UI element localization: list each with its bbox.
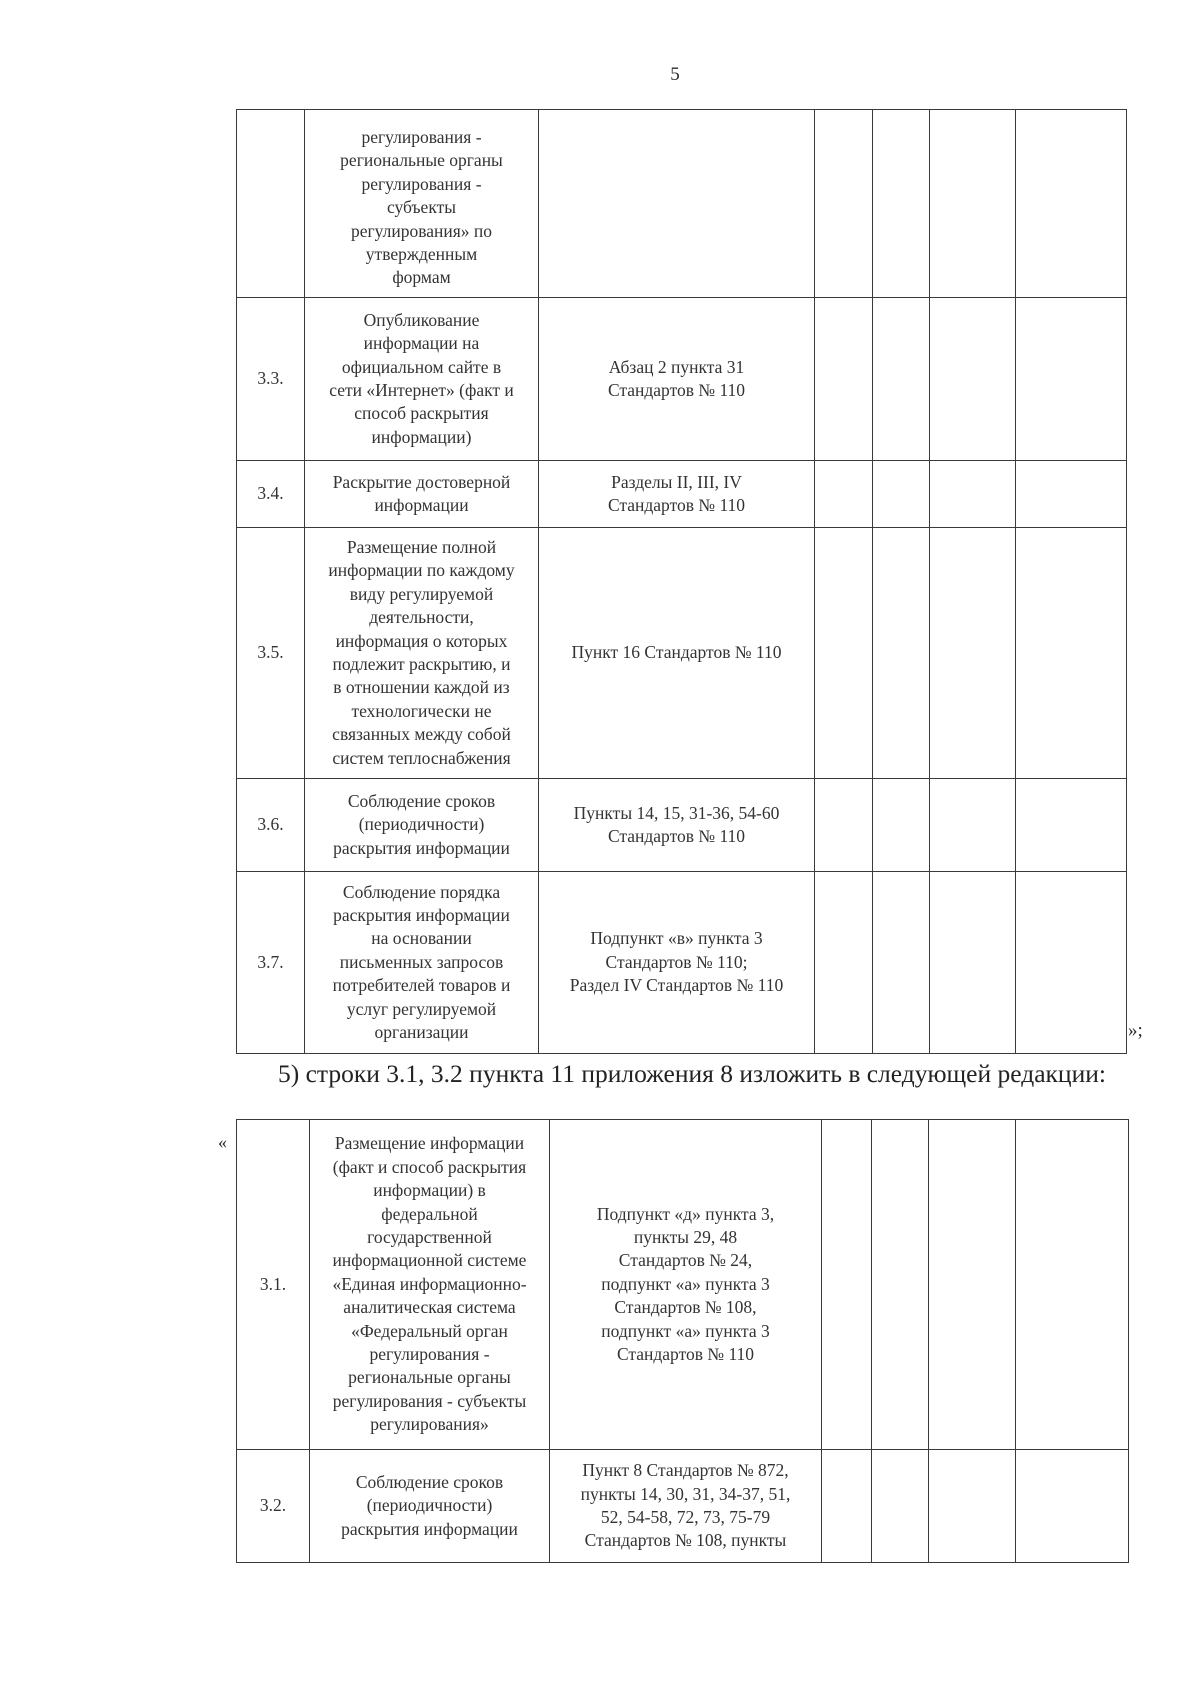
row-number: 3.1.	[237, 1120, 310, 1450]
empty-cell	[929, 1120, 1016, 1450]
empty-cell	[1016, 1450, 1129, 1563]
table-row	[237, 1450, 1129, 1563]
table-upper	[236, 109, 1127, 1054]
empty-cell	[822, 1450, 872, 1563]
empty-cell	[930, 872, 1016, 1054]
row-description: Соблюдение порядка раскрытия информации на основании письменных запросов потребителей товаров и услуг регулируемой организации	[305, 872, 539, 1054]
table-row	[237, 1120, 1129, 1450]
empty-cell	[815, 110, 873, 298]
row-description: Соблюдение сроков (периодичности) раскрытия информации	[305, 779, 539, 872]
row-description: Опубликование информации на официальном сайте в сети «Интернет» (факт и способ раскрытия информации)	[305, 298, 539, 461]
table-row	[237, 528, 1127, 779]
empty-cell	[1016, 298, 1127, 461]
empty-cell	[1016, 528, 1127, 779]
row-reference: Пункты 14, 15, 31-36, 54-60 Стандартов № 110	[539, 779, 815, 872]
empty-cell	[815, 779, 873, 872]
empty-cell	[822, 1120, 872, 1450]
empty-cell	[930, 461, 1016, 528]
row-number: 3.6.	[237, 779, 305, 872]
empty-cell	[1016, 872, 1127, 1054]
row-reference: Пункт 16 Стандартов № 110	[539, 528, 815, 779]
table-lower	[236, 1119, 1129, 1563]
empty-cell	[930, 779, 1016, 872]
table-row	[237, 298, 1127, 461]
row-description: Размещение информации (факт и способ раскрытия информации) в федеральной государственной информационной системе «Единая информационно- аналитическая система «Федеральный орган регулирования - региональные органы регулирования - субъекты регулирования»	[310, 1120, 550, 1450]
row-reference: Подпункт «в» пункта 3 Стандартов № 110; Раздел IV Стандартов № 110	[539, 872, 815, 1054]
row-number: 3.5.	[237, 528, 305, 779]
empty-cell	[872, 1120, 929, 1450]
empty-cell	[930, 528, 1016, 779]
amendment-paragraph: 5) строки 3.1, 3.2 пункта 11 приложения 8 изложить в следующей редакции:	[278, 1059, 1106, 1088]
table-row	[237, 872, 1127, 1054]
row-number: 3.4.	[237, 461, 305, 528]
empty-cell	[930, 110, 1016, 298]
row-reference	[539, 110, 815, 298]
empty-cell	[815, 461, 873, 528]
row-number: 3.7.	[237, 872, 305, 1054]
row-reference: Разделы II, III, IV Стандартов № 110	[539, 461, 815, 528]
row-number: 3.2.	[237, 1450, 310, 1563]
table-row	[237, 461, 1127, 528]
empty-cell	[873, 872, 930, 1054]
empty-cell	[1016, 779, 1127, 872]
row-number: 3.3.	[237, 298, 305, 461]
row-description: Соблюдение сроков (периодичности) раскрытия информации	[310, 1450, 550, 1563]
empty-cell	[1016, 461, 1127, 528]
table-row	[237, 779, 1127, 872]
closing-quote: »;	[1128, 1020, 1143, 1041]
empty-cell	[873, 461, 930, 528]
empty-cell	[873, 779, 930, 872]
row-reference: Подпункт «д» пункта 3, пункты 29, 48 Стандартов № 24, подпункт «а» пункта 3 Стандартов № 108, подпункт «а» пункта 3 Стандартов № 110	[550, 1120, 822, 1450]
row-reference: Абзац 2 пункта 31 Стандартов № 110	[539, 298, 815, 461]
empty-cell	[1016, 110, 1127, 298]
row-description: регулирования - региональные органы регулирования - субъекты регулирования» по утвержденным формам	[305, 110, 539, 298]
empty-cell	[815, 528, 873, 779]
row-number	[237, 110, 305, 298]
empty-cell	[929, 1450, 1016, 1563]
row-description: Раскрытие достоверной информации	[305, 461, 539, 528]
empty-cell	[873, 298, 930, 461]
empty-cell	[815, 298, 873, 461]
empty-cell	[873, 528, 930, 779]
empty-cell	[1016, 1120, 1129, 1450]
row-description: Размещение полной информации по каждому виду регулируемой деятельности, информация о которых подлежит раскрытию, и в отношении каждой из технологически не связанных между собой систем теплоснабжения	[305, 528, 539, 779]
opening-quote: «	[218, 1132, 227, 1152]
page-number: 5	[670, 64, 680, 85]
table-row	[237, 110, 1127, 298]
empty-cell	[930, 298, 1016, 461]
row-reference: Пункт 8 Стандартов № 872, пункты 14, 30, 31, 34-37, 51, 52, 54-58, 72, 73, 75-79 Стандартов № 108, пункты	[550, 1450, 822, 1563]
empty-cell	[815, 872, 873, 1054]
empty-cell	[873, 110, 930, 298]
empty-cell	[872, 1450, 929, 1563]
